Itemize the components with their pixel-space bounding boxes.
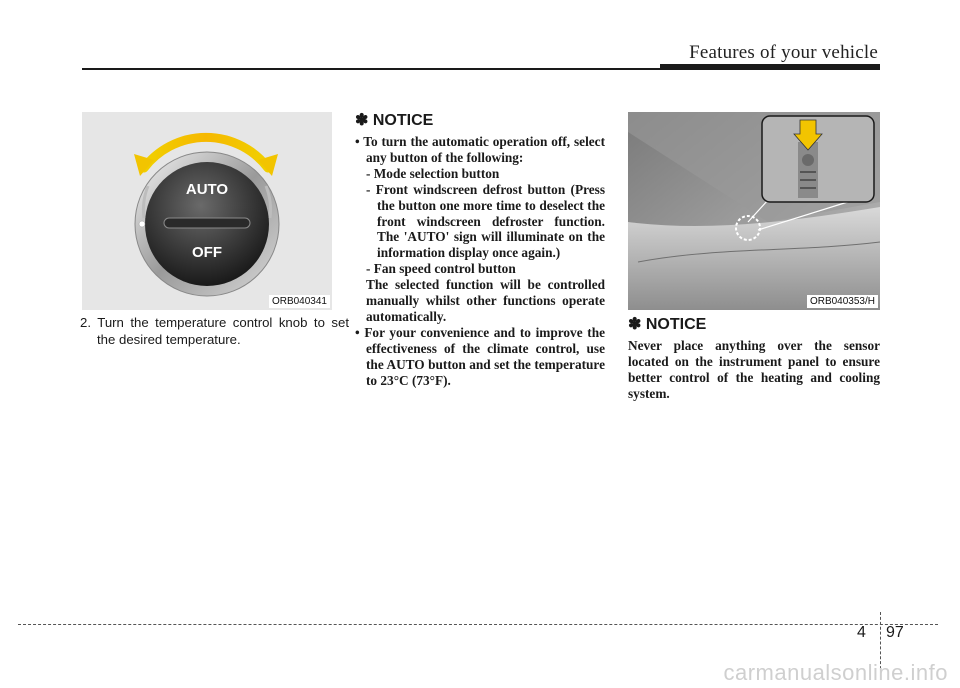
notice-sub-item: - Front windscreen defrost button (Press the button one more time to deselect the front windscreen defroster function. The 'AUTO' sign will illuminate on the information display once again.) bbox=[366, 181, 605, 261]
indicator-dot bbox=[139, 221, 145, 227]
sensor-illustration bbox=[628, 112, 880, 310]
header-rule-accent bbox=[660, 64, 880, 70]
step-number: 2. bbox=[80, 315, 91, 330]
knob-off-label: OFF bbox=[192, 244, 222, 261]
notice-bullet: • For your convenience and to improve the effectiveness of the climate control, use the AUTO button and set the temperature to 23°C (73°F). bbox=[355, 324, 605, 388]
notice-automatic-operation bbox=[355, 110, 605, 389]
notice-text: Never place anything over the sensor located on the instrument panel to ensure better control of the heating and cooling system. bbox=[628, 338, 880, 401]
notice-sub-text: The selected function will be controlled manually whilst other functions operate automatically. bbox=[366, 277, 605, 324]
notice-title: ✽ NOTICE bbox=[355, 112, 434, 129]
knob-auto-label: AUTO bbox=[185, 181, 229, 198]
notice-sub-item: - Fan speed control button bbox=[366, 261, 516, 277]
chapter-number: 4 bbox=[857, 624, 866, 641]
step-2 bbox=[80, 314, 349, 348]
knob-divider bbox=[164, 218, 250, 228]
notice-bullet: • To turn the automatic operation off, select any button of the following: bbox=[355, 134, 605, 165]
watermark: carmanualsonline.info bbox=[723, 660, 948, 685]
footer-rule bbox=[18, 624, 938, 625]
figure-code: ORB040341 bbox=[269, 295, 330, 308]
knob-figure bbox=[82, 112, 332, 310]
notice-sub-item: - Mode selection button bbox=[366, 165, 500, 181]
section-title: Features of your vehicle bbox=[689, 42, 878, 63]
inset-sensor bbox=[802, 154, 814, 166]
step-text: Turn the temperature control knob to set the desired temperature. bbox=[97, 315, 349, 347]
figure-code: ORB040353/H bbox=[807, 295, 878, 308]
sensor-figure bbox=[628, 112, 880, 310]
notice-sensor bbox=[628, 314, 880, 402]
notice-title: ✽ NOTICE bbox=[628, 316, 707, 333]
page-number: 97 bbox=[886, 624, 904, 641]
knob-illustration bbox=[82, 112, 332, 310]
